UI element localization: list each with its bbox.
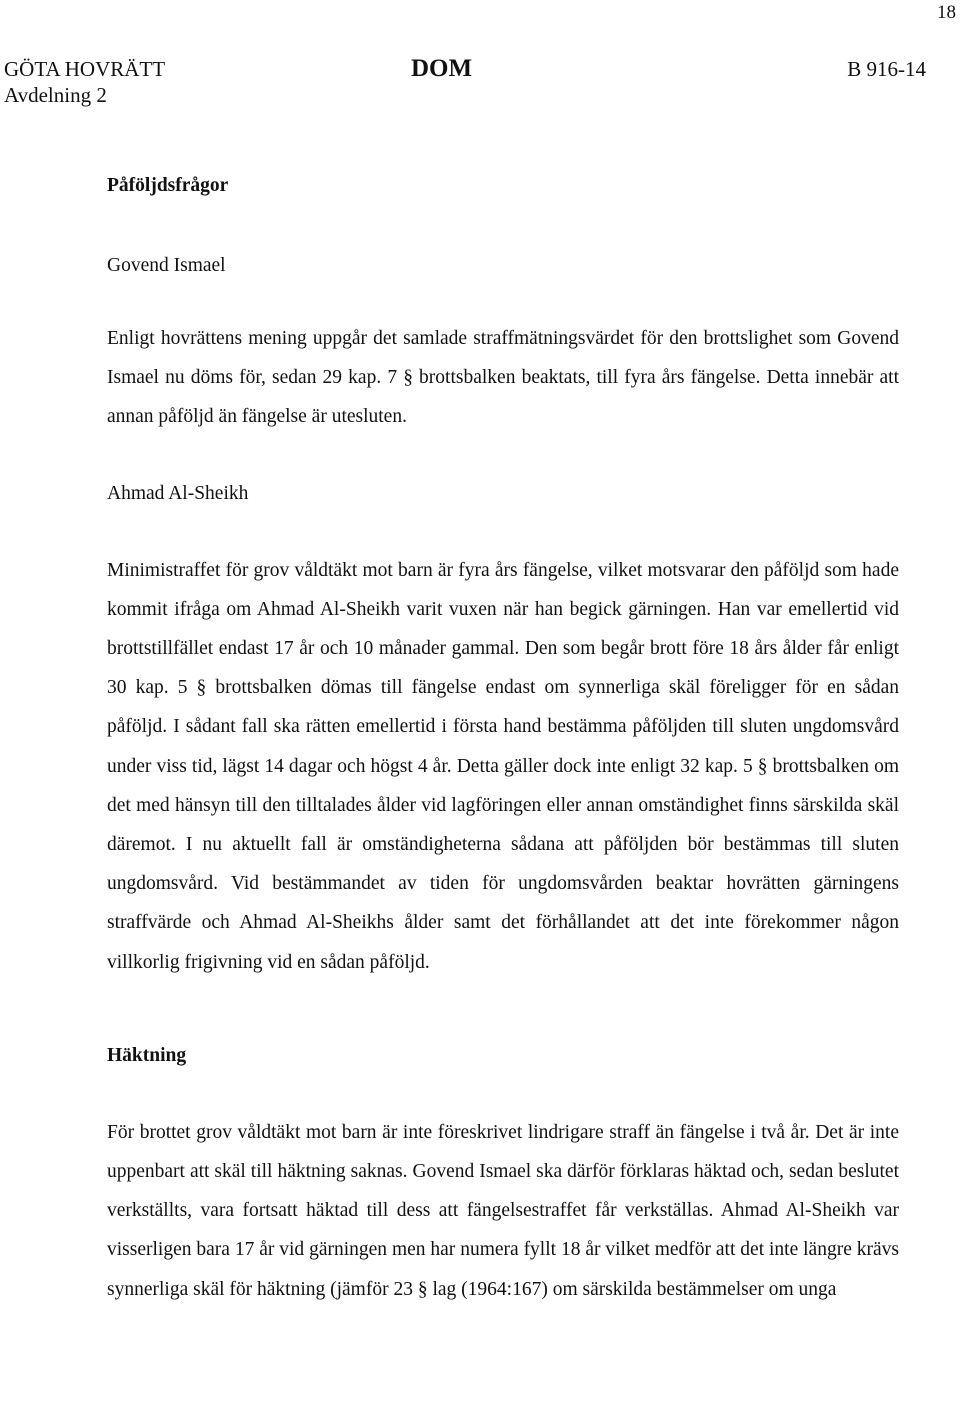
document-body [107,170,899,1309]
defendant-name-govend: Govend Ismael [107,255,226,276]
page-number: 18 [937,2,956,23]
case-number: B 916-14 [847,57,926,81]
document-header [4,56,926,116]
paragraph-ahmad: Minimistraffet för grov våldtäkt mot barn är fyra års fängelse, vilket motsvarar den påföljd som hade kommit ifråga om Ahmad Al-Sheikh varit vuxen när han begick gärningen. Han var emellertid vid brottstillfället endast 17 år och 10 månader gammal. Den som begår brott före 18 års ålder får enligt 30 kap. 5 § brottsbalken dömas till fängelse endast om synnerliga skäl föreligger för en sådan påföljd. I sådant fall ska rätten emellertid i första hand bestämma påföljden till sluten ungdomsvård under viss tid, lägst 14 dagar och högst 4 år. Detta gäller dock inte enligt 32 kap. 5 § brottsbalken om det med hänsyn till den tilltalades ålder vid lagföringen eller annan omständighet finns särskilda skäl däremot. I nu aktuellt fall är omständigheterna sådana att påföljden bör bestämmas till sluten ungdomsvård. Vid bestämmandet av tiden för ungdomsvården beaktar hovrätten gärningens straffvärde och Ahmad Al-Sheikhs ålder samt det förhållandet att det inte förekommer någon villkorlig frigivning vid en sådan påföljd. [107,559,899,973]
section-heading-haktning: Häktning [107,1044,187,1066]
section-heading-pafoljd: Påföljdsfrågor [107,175,229,196]
spacer [107,282,899,319]
defendant-name-ahmad: Ahmad Al-Sheikh [107,482,249,504]
spacer [107,202,899,250]
spacer [107,510,899,551]
paragraph-haktning: För brottet grov våldtäkt mot barn är inte föreskrivet lindrigare straff än fängelse i två år. Det är inte uppenbart att skäl till häktning saknas. Govend Ismael ska därför förklaras häktad och, sedan beslutet verkställts, vara fortsatt häktad till dess att fängelsestraffet får verkställas. Ahmad Al-Sheikh var visserligen bara 17 år vid gärningen men har numera fyllt 18 år vilket medför att det inte längre krävs synnerliga skäl för häktning (jämför 23 § lag (1964:167) om särskilda bestämmelser om unga [107,1121,899,1300]
court-division: Avdelning 2 [4,83,107,107]
spacer [107,437,899,478]
spacer [107,982,899,1040]
paragraph-govend: Enligt hovrättens mening uppgår det samlade straffmätningsvärdet för den brottslighet som Govend Ismael nu döms för, sedan 29 kap. 7 § brottsbalken beaktats, till fyra års fängelse. Detta innebär att annan påföljd än fängelse är utesluten. [107,328,899,428]
document-type: DOM [411,55,473,82]
spacer [107,1072,899,1113]
court-name: GÖTA HOVRÄTT [4,57,166,81]
